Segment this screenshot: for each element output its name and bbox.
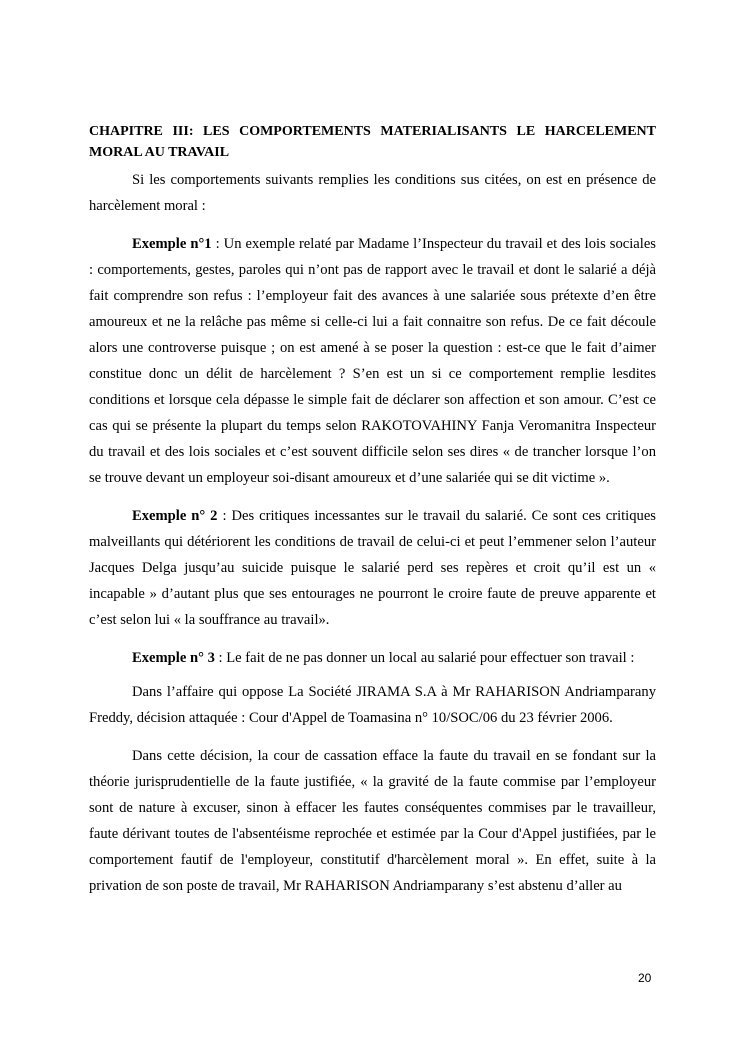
- example-1-paragraph: [89, 231, 656, 491]
- example-2-text: : Des critiques incessantes sur le travail du salarié. Ce sont ces critiques malveillants qui détériorent les conditions de travail de celui-ci et peut l’emmener selon l’auteur Jacques Delga jusqu’au suicide puisque le salarié perd ses repères et croit qu’il est un « incapable » d’autant plus que ses entourages ne pourront le croire faute de preuve apparente et c’est selon lui « la souffrance au travail».: [89, 508, 656, 628]
- example-2-label: Exemple n° 2: [132, 508, 218, 524]
- chapter-title: CHAPITRE III: LES COMPORTEMENTS MATERIALISANTS LE HARCELEMENT MORAL AU TRAVAIL: [89, 124, 656, 160]
- example-2-paragraph: [89, 503, 656, 633]
- example-1-label: Exemple n°1: [132, 236, 212, 252]
- example-3-text: : Le fait de ne pas donner un local au salarié pour effectuer son travail :: [214, 650, 635, 666]
- decision-paragraph: Dans cette décision, la cour de cassation efface la faute du travail en se fondant sur la théorie jurisprudentielle de la faute justifiée, « la gravité de la faute commise par l’employeur sont de nature à excuser, sinon à effacer les fautes conséquentes commises par le travailleur, faute dérivant toutes de l'absentéisme reprochée et estimée par la Cour d'Appel justifiées, par le comportement fautif de l'employeur, constitutif d'harcèlement moral ». En effet, suite à la privation de son poste de travail, Mr RAHARISON Andriamparany s’est abstenu d’aller au: [89, 748, 656, 894]
- page-number: 20: [638, 971, 652, 985]
- example-1-text: : Un exemple relaté par Madame l’Inspecteur du travail et des lois sociales : comportements, gestes, paroles qui n’ont pas de rapport avec le travail et dont le salarié a déjà fait comprendre son refus : l’employeur fait des avances à une salariée sous prétexte d’en être amoureux et ne la relâche pas même si celle-ci lui a fait connaitre son refus. De ce fait découle alors une controverse puisque ; on est amené à se poser la question : est-ce que le fait d’aimer constitue donc un délit de harcèlement ? S’en est un si ce comportement remplie lesdites conditions et lorsque cela dépasse le simple fait de déclarer son affection et son amour. C’est ce cas qui se présente la plupart du temps selon RAKOTOVAHINY Fanja Veromanitra Inspecteur du travail et des lois sociales et c’est souvent difficile selon ses dires « de trancher lorsque l’on se trouve devant un employeur soi-disant amoureux et d’une salariée qui se dit victime ».: [89, 236, 656, 486]
- example-3-paragraph: [89, 645, 656, 671]
- case-paragraph: Dans l’affaire qui oppose La Société JIRAMA S.A à Mr RAHARISON Andriamparany Freddy, décision attaquée : Cour d'Appel de Toamasina n° 10/SOC/06 du 23 février 2006.: [89, 684, 656, 726]
- page-body: [89, 121, 656, 911]
- intro-paragraph: Si les comportements suivants remplies les conditions sus citées, on est en présence de harcèlement moral :: [89, 172, 656, 214]
- example-3-label: Exemple n° 3: [132, 650, 215, 666]
